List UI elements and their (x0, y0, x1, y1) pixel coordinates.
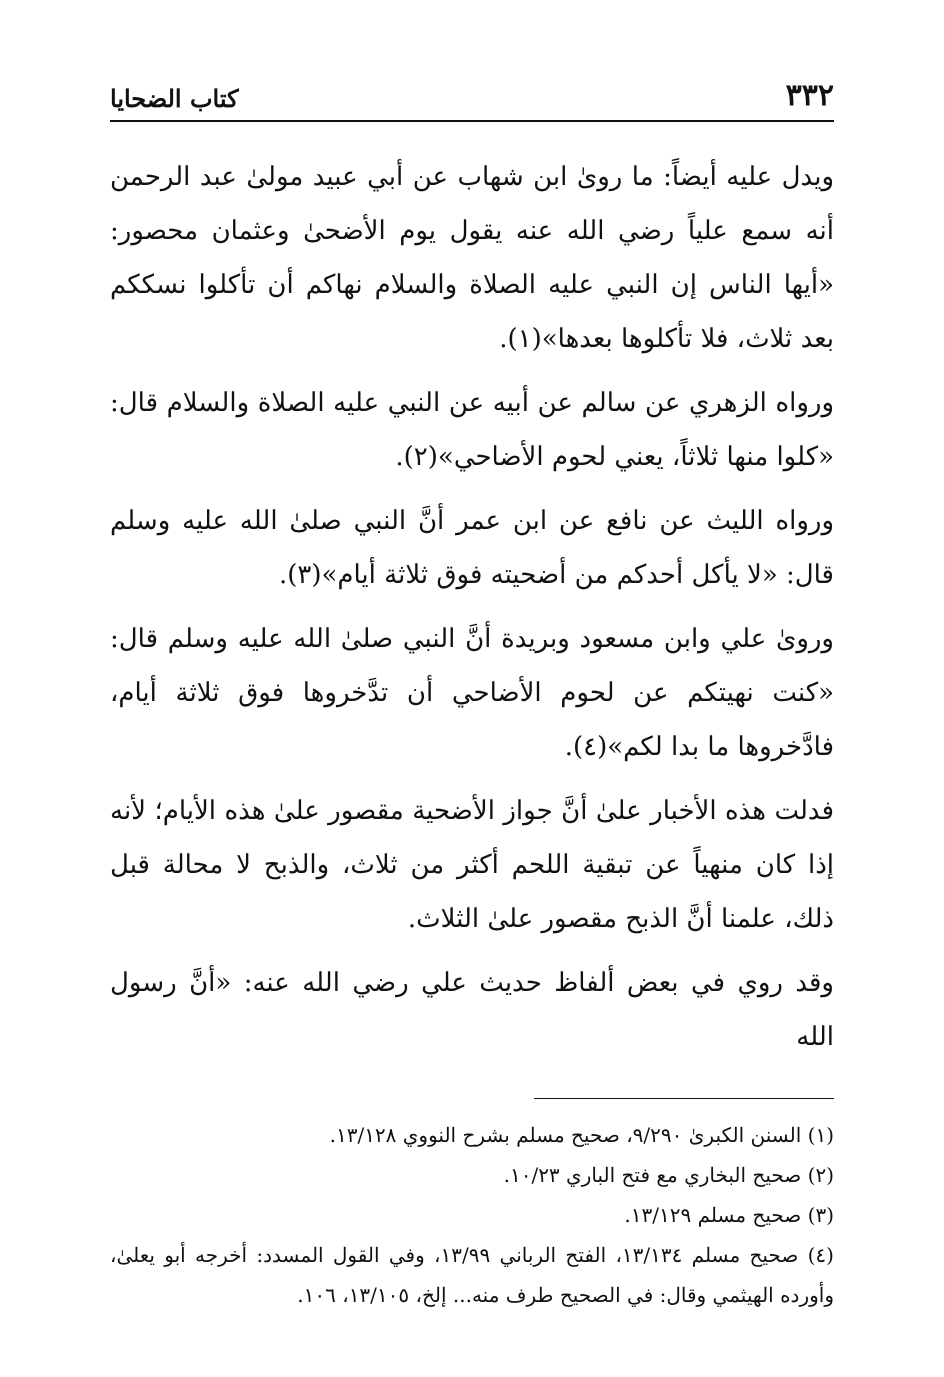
book-page (110, 70, 834, 1315)
paragraph: وقد روي في بعض ألفاظ حديث علي رضي الله عنه: «أنَّ رسول الله (110, 968, 834, 1052)
header-rule (110, 120, 834, 122)
paragraph: ورواه الزهري عن سالم عن أبيه عن النبي عليه الصلاة والسلام قال: «كلوا منها ثلاثاً، يعني لحوم الأضاحي»(٢). (110, 388, 834, 472)
page-number: ٣٣٢ (785, 78, 834, 113)
footnote: (٣) صحيح مسلم ١٣/١٢٩. (624, 1203, 834, 1227)
main-text (110, 150, 834, 1064)
page-header (110, 70, 834, 120)
footnote: (٤) صحيح مسلم ١٣/١٣٤، الفتح الرباني ١٣/٩٩، وفي القول المسدد: أخرجه أبو يعلىٰ، وأورده الهيثمي وقال: في الصحيح طرف منه... إلخ، ١٣/١٠٥، ١٠٦. (110, 1243, 834, 1307)
footnote-separator (534, 1098, 834, 1099)
paragraph: ويدل عليه أيضاً: ما روىٰ ابن شهاب عن أبي عبيد مولىٰ عبد الرحمن أنه سمع علياً رضي الله عنه يقول يوم الأضحىٰ وعثمان محصور: «أيها الناس إن النبي عليه الصلاة والسلام نهاكم أن تأكلوا نسككم بعد ثلاث، فلا تأكلوها بعدها»(١). (110, 162, 834, 354)
footnotes (110, 1115, 834, 1315)
footnote: (٢) صحيح البخاري مع فتح الباري ١٠/٢٣. (503, 1163, 834, 1187)
paragraph: ورواه الليث عن نافع عن ابن عمر أنَّ النبي صلىٰ الله عليه وسلم قال: «لا يأكل أحدكم من أضحيته فوق ثلاثة أيام»(٣). (110, 506, 834, 590)
paragraph: وروىٰ علي وابن مسعود وبريدة أنَّ النبي صلىٰ الله عليه وسلم قال: «كنت نهيتكم عن لحوم الأضاحي أن تدَّخروها فوق ثلاثة أيام، فادَّخروها ما بدا لكم»(٤). (110, 624, 834, 762)
paragraph: فدلت هذه الأخبار علىٰ أنَّ جواز الأضحية مقصور علىٰ هذه الأيام؛ لأنه إذا كان منهياً عن تبقية اللحم أكثر من ثلاث، والذبح لا محالة قبل ذلك، علمنا أنَّ الذبح مقصور علىٰ الثلاث. (110, 796, 834, 934)
footnote: (١) السنن الكبرىٰ ٩/٢٩٠، صحيح مسلم بشرح النووي ١٣/١٢٨. (329, 1123, 834, 1147)
running-title: كتاب الضحايا (110, 84, 239, 113)
